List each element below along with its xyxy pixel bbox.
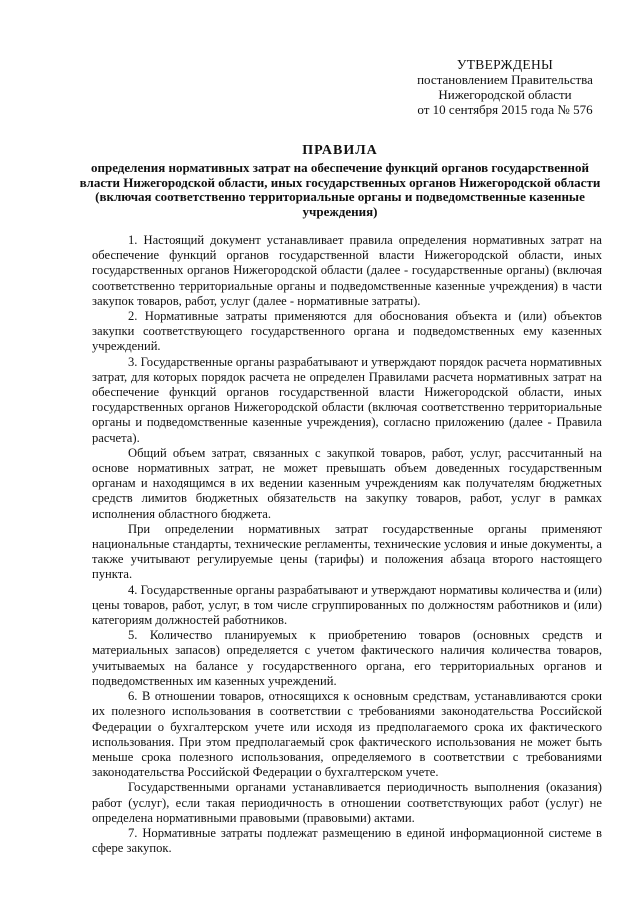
approval-date-number: от 10 сентября 2015 года № 576 — [417, 102, 593, 117]
paragraph-7: 7. Нормативные затраты подлежат размещению в единой информационной системе в сфере закупок. — [92, 825, 602, 856]
paragraph-5: 5. Количество планируемых к приобретению товаров (основных средств и материальных запасов) определяется с учетом фактического наличия количества товаров, учитываемых на балансе у государственного органа, его территориальных органов и подведомственных им казенных учреждений. — [92, 628, 602, 688]
approval-region: Нижегородской области — [438, 87, 572, 102]
document-body — [92, 233, 602, 856]
approval-stamp-block — [390, 57, 620, 117]
approval-issuer: постановлением Правительства — [417, 72, 593, 87]
document-subtitle: определения нормативных затрат на обеспечение функций органов государственной власти Нижегородской области, иных государственных органов Нижегородской области (включая соответственно территориальные органы и подведомственные казенные учреждения) — [79, 160, 601, 219]
paragraph-1: 1. Настоящий документ устанавливает правила определения нормативных затрат на обеспечение функций органов государственной власти Нижегородской области, иных государственных органов Нижегородской области (далее - государственные органы) (включая соответственно территориальные органы и подведомственные казенные учреждения) в части закупок товаров, работ, услуг (далее - нормативные затраты). — [92, 233, 602, 308]
approval-heading: УТВЕРЖДЕНЫ — [456, 57, 554, 72]
paragraph-3: 3. Государственные органы разрабатывают и утверждают порядок расчета нормативных затрат, для которых порядок расчета не определен Правилами расчета нормативных затрат на обеспечение функций органов государственной власти Нижегородской области, иных государственных органов Нижегородской области (включая соответственно территориальные органы и подведомственные казенные учреждения), согласно приложению (далее - Правила расчета). — [92, 354, 602, 445]
document-title-block — [70, 143, 610, 219]
paragraph-4: 4. Государственные органы разрабатывают и утверждают нормативы количества и (или) цены товаров, работ, услуг, в том числе сгруппированных по должностям работников и (или) категориям должностей работников. — [92, 582, 602, 628]
paragraph-2: 2. Нормативные затраты применяются для обоснования объекта и (или) объектов закупки соответствующего государственного органа и подведомственных ему казенных учреждений. — [92, 309, 602, 354]
paragraph-6-periodicity: Государственными органами устанавливается периодичность выполнения (оказания) работ (услуг), если такая периодичность в отношении соответствующих работ (услуг) не определена нормативными правовыми (правовыми) актами. — [92, 780, 602, 825]
document-title: ПРАВИЛА — [302, 143, 378, 158]
paragraph-3-standards: При определении нормативных затрат государственные органы применяют национальные стандарты, технические регламенты, технические условия и иные документы, а также учитывают регулируемые цены (тарифы) и положения абзаца второго настоящего пункта. — [92, 521, 602, 582]
paragraph-6: 6. В отношении товаров, относящихся к основным средствам, устанавливаются сроки их полезного использования в соответствии с требованиями законодательства Российской Федерации о бухгалтерском учете или исходя из предполагаемого срока их фактического использования. При этом предполагаемый срок фактического использования не может быть меньше срока полезного использования, определяемого в соответствии с требованиями законодательства Российской Федерации о бухгалтерском учете. — [92, 689, 602, 780]
paragraph-3-total-volume: Общий объем затрат, связанных с закупкой товаров, работ, услуг, рассчитанный на основе нормативных затрат, не может превышать объем доведенных государственным органам и находящимся в их ведении казенным учреждениям как получателям бюджетных средств лимитов бюджетных обязательств на закупку товаров, работ, услуг в рамках исполнения областного бюджета. — [92, 445, 602, 521]
